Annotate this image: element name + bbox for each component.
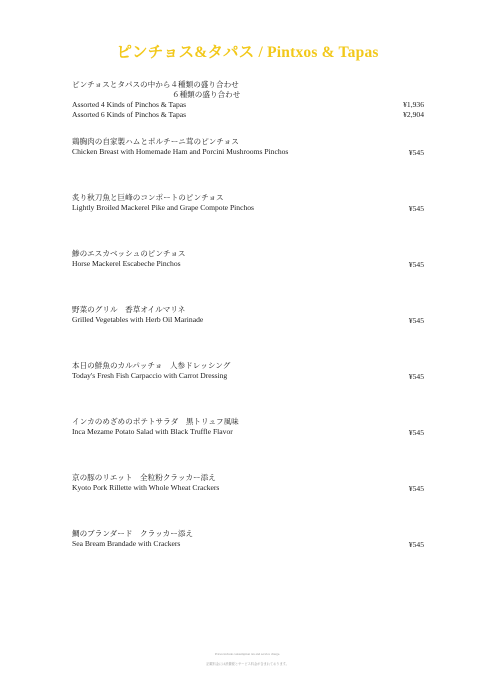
footer-note-en: Prices include consumption tax and service charge. <box>214 652 281 656</box>
menu-item <box>72 249 424 269</box>
menu-item <box>72 305 424 325</box>
menu-item-en: Horse Mackerel Escabeche Pinchos <box>72 259 181 268</box>
menu-item-price: ¥545 <box>408 372 424 381</box>
menu-item-price: ¥545 <box>408 316 424 325</box>
menu-item-jp: 京の豚のリエット 全粒粉クラッカー添え <box>72 473 216 482</box>
menu-item-price: ¥545 <box>408 428 424 437</box>
assorted-option-label: Assorted 6 Kinds of Pinchos & Tapas <box>72 110 187 119</box>
menu-item-price: ¥545 <box>408 484 424 493</box>
menu-item-en: Chicken Breast with Homemade Ham and Porcini Mushrooms Pinchos <box>72 147 289 156</box>
assorted-option-price: ¥1,936 <box>403 100 424 109</box>
menu-item <box>72 417 424 437</box>
menu-item-jp: 炙り秋刀魚と巨峰のコンポートのピンチョス <box>72 193 224 202</box>
menu-item-jp: 鯛のブランダード クラッカー添え <box>72 529 194 538</box>
menu-item-price: ¥545 <box>408 260 424 269</box>
menu-item-en: Inca Mezame Potato Salad with Black Truffle Flavor <box>72 427 233 436</box>
assorted-option-6 <box>72 110 424 120</box>
assorted-option-price: ¥2,904 <box>403 110 424 119</box>
assorted-option-label: Assorted 4 Kinds of Pinchos & Tapas <box>72 100 187 109</box>
menu-item-price: ¥545 <box>408 204 424 213</box>
menu-item <box>72 361 424 381</box>
menu-item-en: Lightly Broiled Mackerel Pike and Grape Compote Pinchos <box>72 203 255 212</box>
menu-item <box>72 193 424 213</box>
menu-item-en: Today's Fresh Fish Carpaccio with Carrot Dressing <box>72 371 228 380</box>
menu-item-price: ¥545 <box>408 540 424 549</box>
page-title: ピンチョス&タパス / Pintxos & Tapas <box>116 44 379 61</box>
menu-item-jp: 本日の鮮魚のカルパッチョ 人参ドレッシング <box>72 361 231 370</box>
menu-item <box>72 137 424 157</box>
menu-item-en: Sea Bream Brandade with Crackers <box>72 539 181 548</box>
menu-item-en: Grilled Vegetables with Herb Oil Marinade <box>72 315 204 324</box>
assorted-option-4 <box>72 100 424 110</box>
menu-item-price: ¥545 <box>408 148 424 157</box>
assorted-jp-line1: ピンチョスとタパスの中から４種類の盛り合わせ <box>72 80 239 89</box>
menu-item-jp: 野菜のグリル 香草オイルマリネ <box>72 305 186 314</box>
menu-item-en: Kyoto Pork Rillette with Whole Wheat Crackers <box>72 483 220 492</box>
menu-item <box>72 473 424 493</box>
menu-item-jp: 鶏胸肉の自家製ハムとポルチーニ茸のピンチョス <box>72 137 239 146</box>
assorted-item <box>72 80 424 120</box>
footer-note-jp: 記載料金には消費税とサービス料金が含まれております。 <box>206 662 289 666</box>
assorted-jp-line2: ６種類の盛り合わせ <box>172 90 241 99</box>
menu-item <box>72 529 424 549</box>
menu-item-jp: インカのめざめのポテトサラダ 黒トリュフ風味 <box>72 417 239 426</box>
menu-item-jp: 鯵のエスカベッシュのピンチョス <box>72 249 186 258</box>
